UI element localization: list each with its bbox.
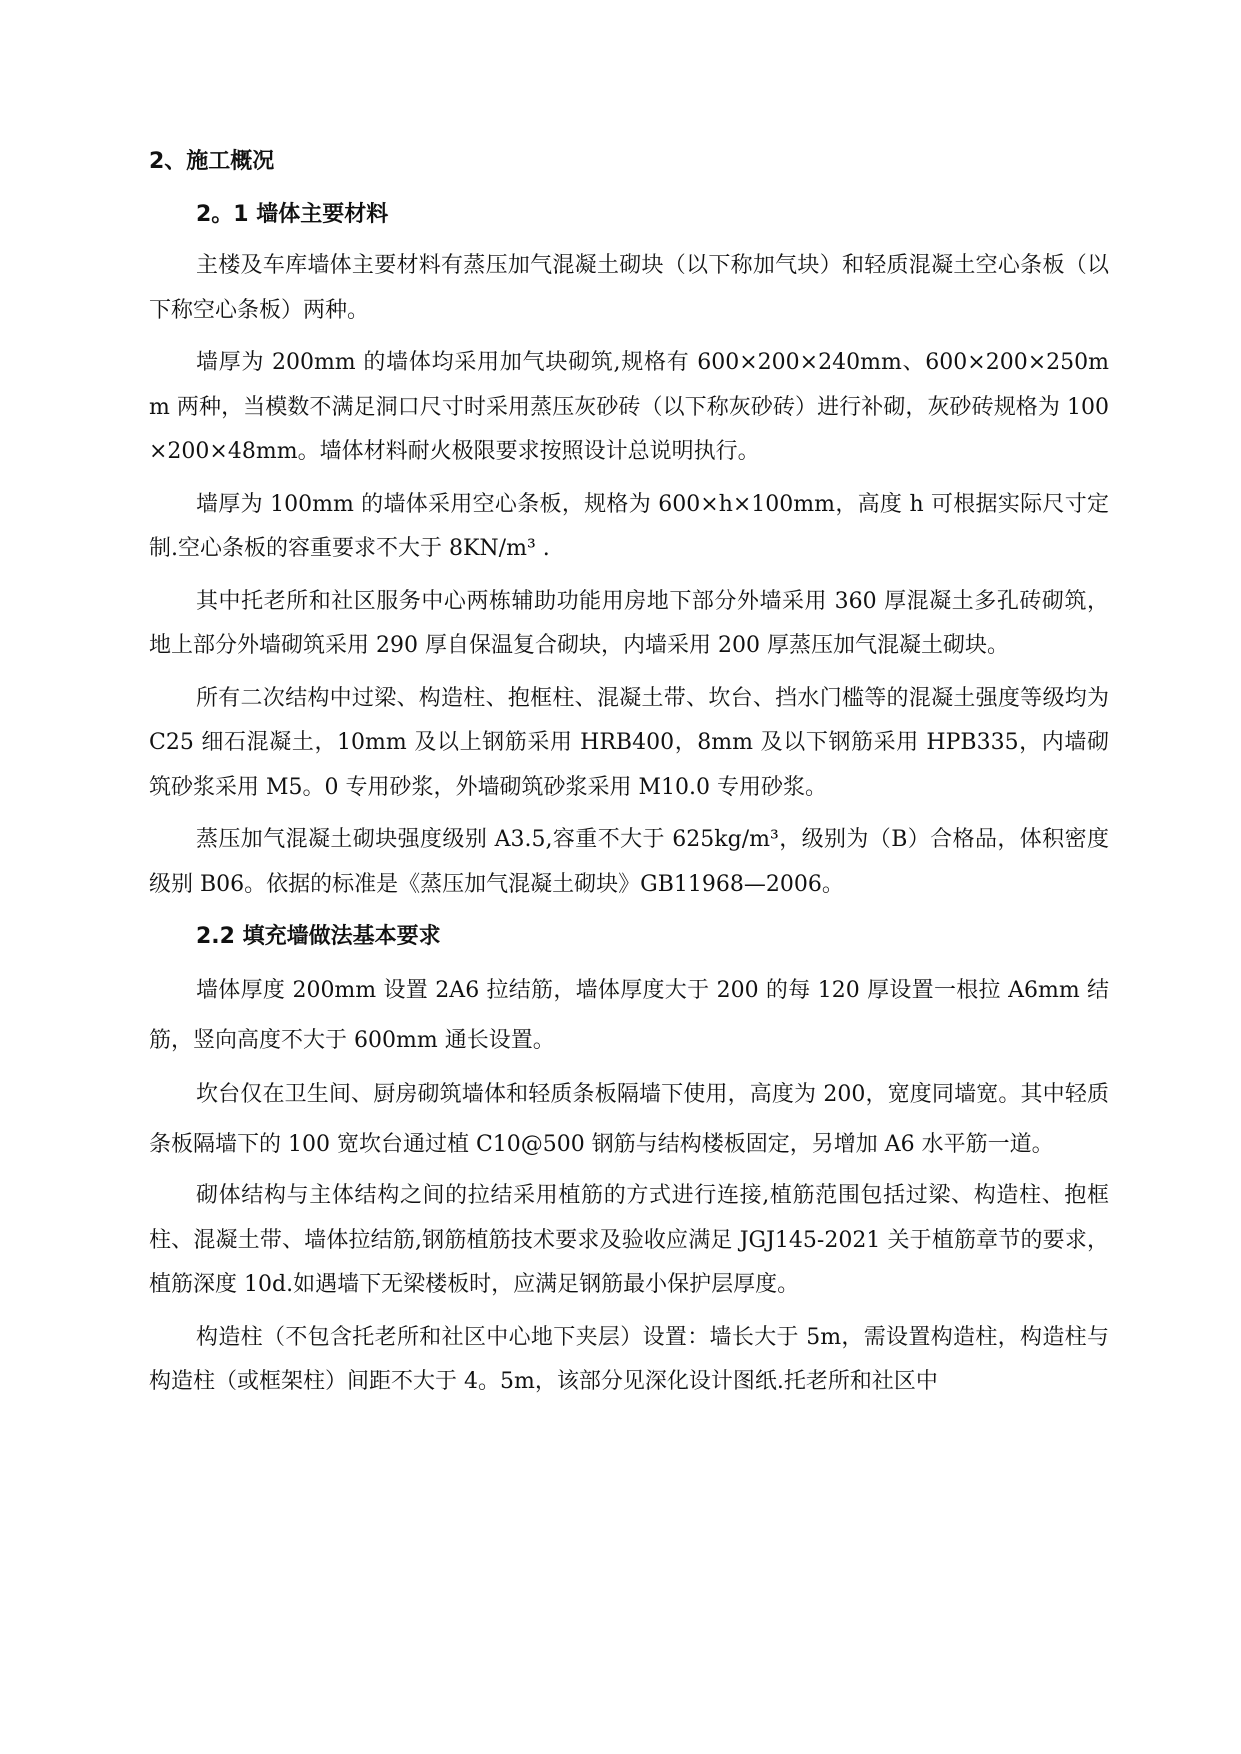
document-body [149,140,1109,1413]
paragraph-concrete-grade: 所有二次结构中过梁、构造柱、抱框柱、混凝土带、坎台、挡水门槛等的混凝土强度等级均为 C25 细石混凝土，10mm 及以上钢筋采用 HRB400，8mm 及以下钢筋采用 HPB335，内墙砌筑砂浆采用 M5。0 专用砂浆，外墙砌筑砂浆采用 M10.0 专用砂浆。 [149,685,1109,800]
subsection-title-infill-requirements: 2.2 填充墙做法基本要求 [196,924,441,949]
paragraph-rebar-planting: 砌体结构与主体结构之间的拉结采用植筋的方式进行连接,植筋范围包括过梁、构造柱、抱框柱、混凝土带、墙体拉结筋,钢筋植筋技术要求及验收应满足 JGJ145-2021 关于植筋章节的要求，植筋深度 10d.如遇墙下无梁楼板时，应满足钢筋最小保护层厚度。 [149,1183,1109,1297]
paragraph-curb: 坎台仅在卫生间、厨房砌筑墙体和轻质条板隔墙下使用，高度为 200，宽度同墙宽。其中轻质条板隔墙下的 100 宽坎台通过植 C10@500 钢筋与结构楼板固定，另增加 A6 水平筋一道。 [149,1082,1109,1157]
paragraph-auxiliary-buildings: 其中托老所和社区服务中心两栋辅助功能用房地下部分外墙采用 360 厚混凝土多孔砖砌筑，地上部分外墙砌筑采用 290 厚自保温复合砌块，内墙采用 200 厚蒸压加气混凝土砌块。 [149,588,1109,658]
paragraph-block-standard: 蒸压加气混凝土砌块强度级别 A3.5,容重不大于 625kg/m³，级别为（B）合格品，体积密度级别 B06。依据的标准是《蒸压加气混凝土砌块》GB11968—2006。 [149,827,1109,897]
section-title: 2、施工概况 [149,149,275,174]
paragraph-constructional-columns: 构造柱（不包含托老所和社区中心地下夹层）设置：墙长大于 5m，需设置构造柱，构造柱与构造柱（或框架柱）间距不大于 4。5m，该部分见深化设计图纸.托老所和社区中 [149,1324,1109,1394]
paragraph-100mm-walls: 墙厚为 100mm 的墙体采用空心条板，规格为 600×h×100mm，高度 h 可根据实际尺寸定制.空心条板的容重要求不大于 8KN/m³ . [149,491,1109,561]
paragraph-main-materials: 主楼及车库墙体主要材料有蒸压加气混凝土砌块（以下称加气块）和轻质混凝土空心条板（以下称空心条板）两种。 [149,253,1109,323]
paragraph-200mm-walls: 墙厚为 200mm 的墙体均采用加气块砌筑,规格有 600×200×240mm、600×200×250mm 两种，当模数不满足洞口尺寸时采用蒸压灰砂砖（以下称灰砂砖）进行补砌，灰砂砖规格为 100×200×48mm。墙体材料耐火极限要求按照设计总说明执行。 [149,350,1109,464]
subsection-title-materials: 2。1 墙体主要材料 [196,202,389,227]
paragraph-tie-bars: 墙体厚度 200mm 设置 2A6 拉结筋，墙体厚度大于 200 的每 120 厚设置一根拉 A6mm 结筋，竖向高度不大于 600mm 通长设置。 [149,978,1109,1053]
